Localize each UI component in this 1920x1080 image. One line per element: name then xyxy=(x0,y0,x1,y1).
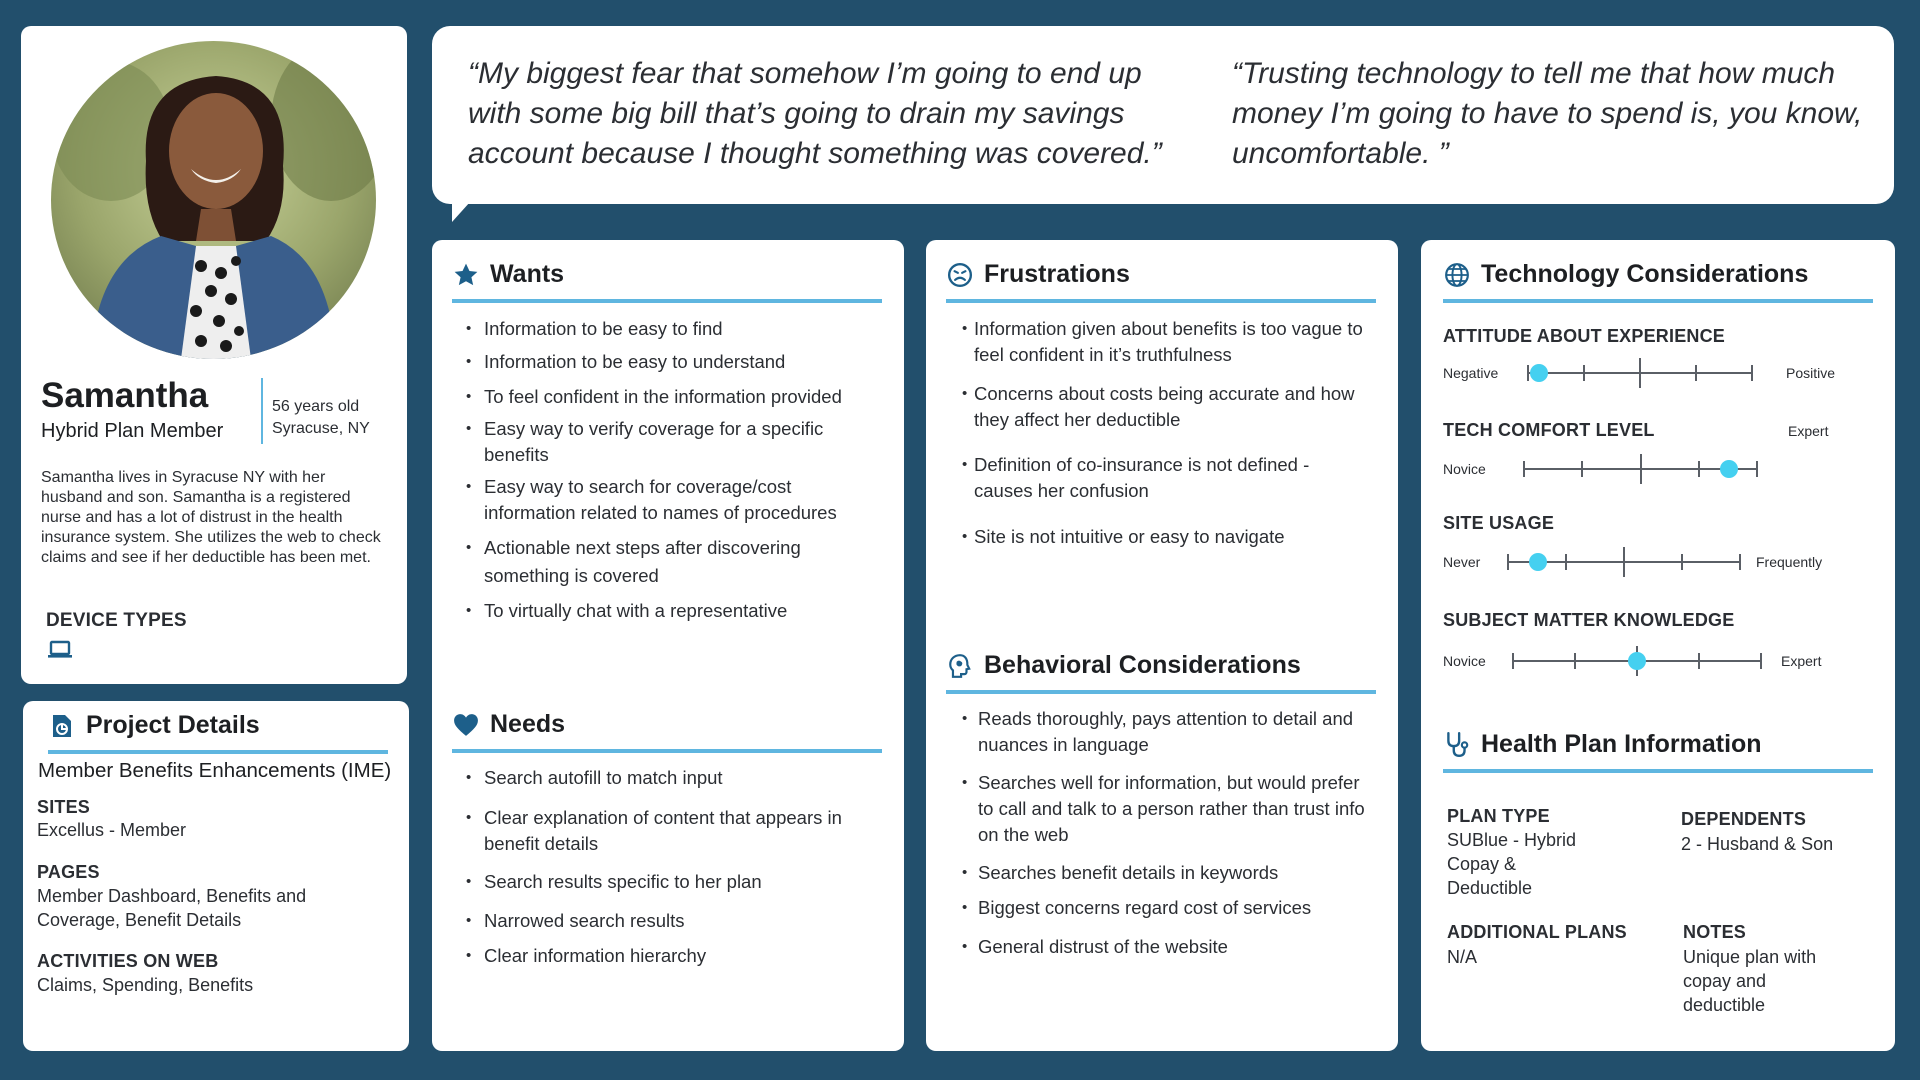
needs-item: • Clear information hierarchy xyxy=(466,943,876,969)
quote-pointer xyxy=(452,202,470,222)
scale-tick xyxy=(1581,461,1583,477)
frustrations-title: Frustrations xyxy=(984,260,1130,288)
needs-item: • Search results specific to her plan xyxy=(466,869,876,895)
profile-card xyxy=(21,26,407,684)
notes-value: Unique plan with copay and deductible xyxy=(1683,947,1817,1015)
behavioral-item: • Searches benefit details in keywords xyxy=(962,860,1372,886)
heart-icon xyxy=(452,711,480,739)
scale-tick xyxy=(1698,653,1700,669)
needs-item: • Search autofill to match input xyxy=(466,765,876,791)
wants-item: • Easy way to search for coverage/cost information related to names of procedures xyxy=(466,474,876,526)
scale-attitude xyxy=(1528,362,1752,384)
behavioral-list xyxy=(962,706,1372,960)
wants-header xyxy=(452,260,882,303)
scale-tick xyxy=(1640,454,1642,484)
persona-location: Syracuse, NY xyxy=(272,420,370,437)
scale-tick xyxy=(1574,653,1576,669)
scale-label-usage: SITE USAGE xyxy=(1443,513,1555,533)
behavioral-title: Behavioral Considerations xyxy=(984,651,1301,679)
scale-tick xyxy=(1681,554,1683,570)
scale-tick xyxy=(1565,554,1567,570)
scale-tick xyxy=(1623,547,1625,577)
activities-value: Claims, Spending, Benefits xyxy=(37,975,254,995)
scale-high-attitude: Positive xyxy=(1786,365,1836,381)
scale-tick xyxy=(1756,461,1758,477)
scale-knowledge xyxy=(1513,650,1761,672)
additional-plans-value: N/A xyxy=(1447,947,1478,967)
wants-item: • To virtually chat with a representative xyxy=(466,598,876,624)
scale-high-knowledge: Expert xyxy=(1781,653,1822,669)
behavioral-item: • Biggest concerns regard cost of services xyxy=(962,895,1372,921)
behavioral-item: • General distrust of the website xyxy=(962,934,1372,960)
needs-list xyxy=(466,765,876,969)
scale-tick xyxy=(1760,653,1762,669)
behavioral-item: • Reads thoroughly, pays attention to detail and nuances in language xyxy=(962,706,1372,758)
scale-comfort xyxy=(1524,458,1757,480)
scale-tick xyxy=(1698,461,1700,477)
scale-tick xyxy=(1583,365,1585,381)
needs-title: Needs xyxy=(490,710,566,738)
frustrations-item: • Definition of co-insurance is not defined - causes her confusion xyxy=(962,452,1372,504)
scale-tick xyxy=(1507,554,1509,570)
project-details-header xyxy=(48,711,388,754)
additional-plans-label: ADDITIONAL PLANS xyxy=(1447,922,1627,942)
sites-value: Excellus - Member xyxy=(37,820,187,840)
scale-usage xyxy=(1508,551,1740,573)
frustrations-item: • Information given about benefits is too vague to feel confident in it’s truthfulness xyxy=(962,316,1372,368)
wants-item: • Actionable next steps after discovering something is covered xyxy=(466,534,876,590)
activities-label: ACTIVITIES ON WEB xyxy=(37,951,219,971)
sites-label: SITES xyxy=(37,797,91,817)
frustrations-header xyxy=(946,260,1376,303)
head-brain-icon xyxy=(946,652,974,680)
scale-high-comfort: Expert xyxy=(1788,423,1829,439)
scale-label-knowledge: SUBJECT MATTER KNOWLEDGE xyxy=(1443,610,1735,630)
dependents-label: DEPENDENTS xyxy=(1681,809,1807,829)
pages-value: Member Dashboard, Benefits and Coverage, Benefit Details xyxy=(37,886,307,930)
scale-tick xyxy=(1523,461,1525,477)
wants-item: • To feel confident in the information provided xyxy=(466,384,876,410)
scale-label-attitude: ATTITUDE ABOUT EXPERIENCE xyxy=(1443,326,1726,346)
plan-type-label: PLAN TYPE xyxy=(1447,806,1550,826)
scale-tick xyxy=(1739,554,1741,570)
globe-icon xyxy=(1443,261,1471,289)
frustrations-item: • Concerns about costs being accurate and how they affect her deductible xyxy=(962,381,1372,433)
frown-face-icon xyxy=(946,261,974,289)
wants-needs-card xyxy=(432,240,904,1051)
wants-item: • Information to be easy to find xyxy=(466,316,876,342)
scale-low-usage: Never xyxy=(1443,554,1481,570)
project-details-card xyxy=(23,701,409,1051)
star-icon xyxy=(452,261,480,289)
needs-header xyxy=(452,710,882,753)
scale-tick xyxy=(1751,365,1753,381)
persona-bio: Samantha lives in Syracuse NY with her husband and son. Samantha is a registered nurse and has a lot of distrust in the health insurance system. She utilizes the web to check claims and see if her deductible has been met. xyxy=(41,469,381,566)
technology-header xyxy=(1443,260,1873,303)
pages-label: PAGES xyxy=(37,862,100,882)
scale-tick xyxy=(1695,365,1697,381)
scale-tick xyxy=(1639,358,1641,388)
scale-marker xyxy=(1628,652,1646,670)
scale-marker xyxy=(1720,460,1738,478)
needs-item: • Clear explanation of content that appears in benefit details xyxy=(466,805,876,857)
needs-item: • Narrowed search results xyxy=(466,908,876,934)
scale-tick xyxy=(1512,653,1514,669)
wants-list xyxy=(466,316,876,624)
scale-low-attitude: Negative xyxy=(1443,365,1499,381)
profile-photo xyxy=(51,41,376,359)
laptop-icon xyxy=(47,640,73,665)
scale-marker xyxy=(1529,553,1547,571)
device-types-label: DEVICE TYPES xyxy=(46,610,187,631)
scale-high-usage: Frequently xyxy=(1756,554,1823,570)
wants-item: • Information to be easy to understand xyxy=(466,349,876,375)
project-details-title: Project Details xyxy=(86,711,260,739)
notes-label: NOTES xyxy=(1683,922,1747,942)
profile-photo-illustration xyxy=(51,41,376,359)
scale-tick xyxy=(1527,365,1529,381)
frustrations-behavioral-card xyxy=(926,240,1398,1051)
persona-role: Hybrid Plan Member xyxy=(41,420,224,442)
wants-title: Wants xyxy=(490,260,565,288)
quote-banner xyxy=(432,26,1894,204)
scale-label-comfort: TECH COMFORT LEVEL xyxy=(1443,420,1655,440)
persona-age: 56 years old xyxy=(272,398,360,415)
persona-name: Samantha xyxy=(41,376,209,415)
technology-health-card xyxy=(1421,240,1895,1051)
wants-item: • Easy way to verify coverage for a specific benefits xyxy=(466,416,876,468)
project-name: Member Benefits Enhancements (IME) xyxy=(38,759,392,782)
health-plan-header xyxy=(1443,730,1873,773)
behavioral-item: • Searches well for information, but would prefer to call and talk to a person rather than trust info on the web xyxy=(962,770,1372,848)
plan-type-value: SUBlue - Hybrid Copay & Deductible xyxy=(1447,830,1577,898)
dependents-value: 2 - Husband & Son xyxy=(1681,834,1834,854)
quote-right: “Trusting technology to tell me that how much money I’m going to have to spend is, you know, uncomfortable. ” xyxy=(1232,57,1863,170)
scale-marker xyxy=(1530,364,1548,382)
scale-low-comfort: Novice xyxy=(1443,461,1486,477)
stethoscope-icon xyxy=(1443,731,1471,759)
scale-low-knowledge: Novice xyxy=(1443,653,1486,669)
health-plan-title: Health Plan Information xyxy=(1481,730,1762,758)
document-chart-icon xyxy=(48,712,76,740)
profile-divider xyxy=(261,378,263,444)
quote-left: “My biggest fear that somehow I’m going to end up with some big bill that’s going to drain my savings account because I thought something was covered.” xyxy=(468,57,1162,170)
behavioral-header xyxy=(946,651,1376,694)
frustrations-item: • Site is not intuitive or easy to navigate xyxy=(962,524,1372,550)
technology-title: Technology Considerations xyxy=(1481,260,1809,288)
frustrations-list xyxy=(962,316,1372,550)
